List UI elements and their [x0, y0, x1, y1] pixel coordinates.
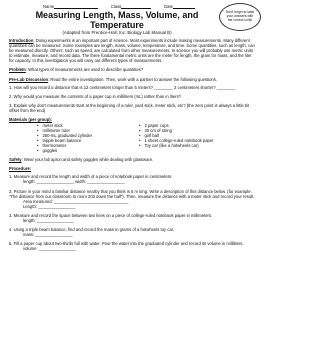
prelab-question-1: 1. How will you record a distance that is 12 centimeters longer than 5 meters? ________ 2 centimeters shorter? ________ [9, 84, 236, 90]
list-item: • meter stick [43, 123, 139, 128]
procedure-step-3: 3. Measure and record the space between two lines on a piece of college-ruled notebook paper in millimeters. [9, 212, 213, 218]
materials-list [9, 123, 255, 153]
answer-line[interactable]: Area measured: ________________________________ [23, 198, 129, 204]
prelab-discussion: Pre-Lab Discussion: Read the entire investigation. Then, work with a partner to answer the following questions. [9, 76, 218, 82]
procedure-step-5: 5. Fill a paper cup about two-thirds full with water. Pour the water into the graduated cylinder and record its volume in milliliters. [9, 241, 244, 247]
introduction: Introduction: Doing experiments is an important part of science. Most experiments include making measurements. Many different quantities can be measured. Some examples are length, mass, volume, temperature, and time. Some quantities, such as length, can be measured directly. Others, such as speed, are calculated from other measurements. In science you will probably use metric units to estimate, measure, and record data. The three fundamental metric units are the meter for length, the gram for mass, and the liter for capacity. In this investigation you will carry out different types of measurements. [9, 38, 255, 64]
list-item: • Toy car (like a hotwheels car) [145, 143, 255, 148]
procedure-heading: Procedure: [9, 166, 32, 172]
list-item: • goggles [43, 148, 139, 153]
prelab-question-2: 2. Why would you measure the contents of a paper cup in milliliters (mL) rather than in liters? [9, 93, 181, 99]
date-field[interactable]: Date [164, 4, 195, 9]
materials-left-column [9, 123, 139, 153]
name-field[interactable]: Name [43, 4, 98, 9]
student-info-row [9, 4, 255, 9]
problem: Problem: What types of measurements are used to describe quantities? [9, 67, 144, 73]
materials-heading: Materials (per group): [9, 117, 53, 123]
procedure-step-4: 4. Using a triple beam balance, find and record the mass in grams of a hotwheels toy car. [9, 227, 175, 233]
answer-line[interactable]: length: ________________ width: ________________ [23, 179, 125, 185]
list-item: • thermometer [43, 143, 139, 148]
list-item: • 30 cm of string [145, 128, 255, 133]
list-item: • millimeter ruler [43, 128, 139, 133]
materials-right-column [139, 123, 255, 153]
units-reminder-bubble: Don't forget to label your answers with the correct units! [219, 3, 261, 31]
answer-line[interactable]: mass: ________________ [23, 232, 73, 238]
list-item: • 1 sheet college-ruled notebook paper [145, 138, 255, 143]
list-item: • golf ball [145, 133, 255, 138]
list-item: • 250-mL graduated cylinder [43, 133, 139, 138]
answer-line[interactable]: Length: ________________ [23, 203, 76, 209]
prelab-question-3: 3. Explain why don't measurements start at the beginning of a ruler, yard stick, meter stick, etc? (the zero point is always a little bit offset from the end) [9, 102, 250, 113]
safety: Safety: Wear your lab apron and safety goggles while dealing with glassware. [9, 157, 154, 163]
procedure-step-1: 1. Measure and record the length and width of a piece of notebook paper in centimeters. [9, 174, 173, 180]
answer-line[interactable]: length: ________________ [23, 217, 74, 223]
list-item: • 2 paper cups [145, 123, 255, 128]
worksheet-title: Measuring Length, Mass, Volume, and Temperature [35, 10, 199, 30]
answer-line[interactable]: volume: ________________ [23, 246, 77, 252]
worksheet-subtitle: (Adapted from Prentice-Hall, Inc. Biology Lab Manual B) [62, 30, 172, 35]
list-item: • tripple beam balance [43, 138, 139, 143]
class-field[interactable]: Class [111, 4, 151, 9]
procedure-step-2: 2. Picture in your mind a familiar distance nearby that you think is 5 m long. Write a description of this distance below. (for example: "The distance from our classroom to room 203 down the hall"). Then, measure the distance with a meter stick and record your result. [9, 188, 255, 199]
